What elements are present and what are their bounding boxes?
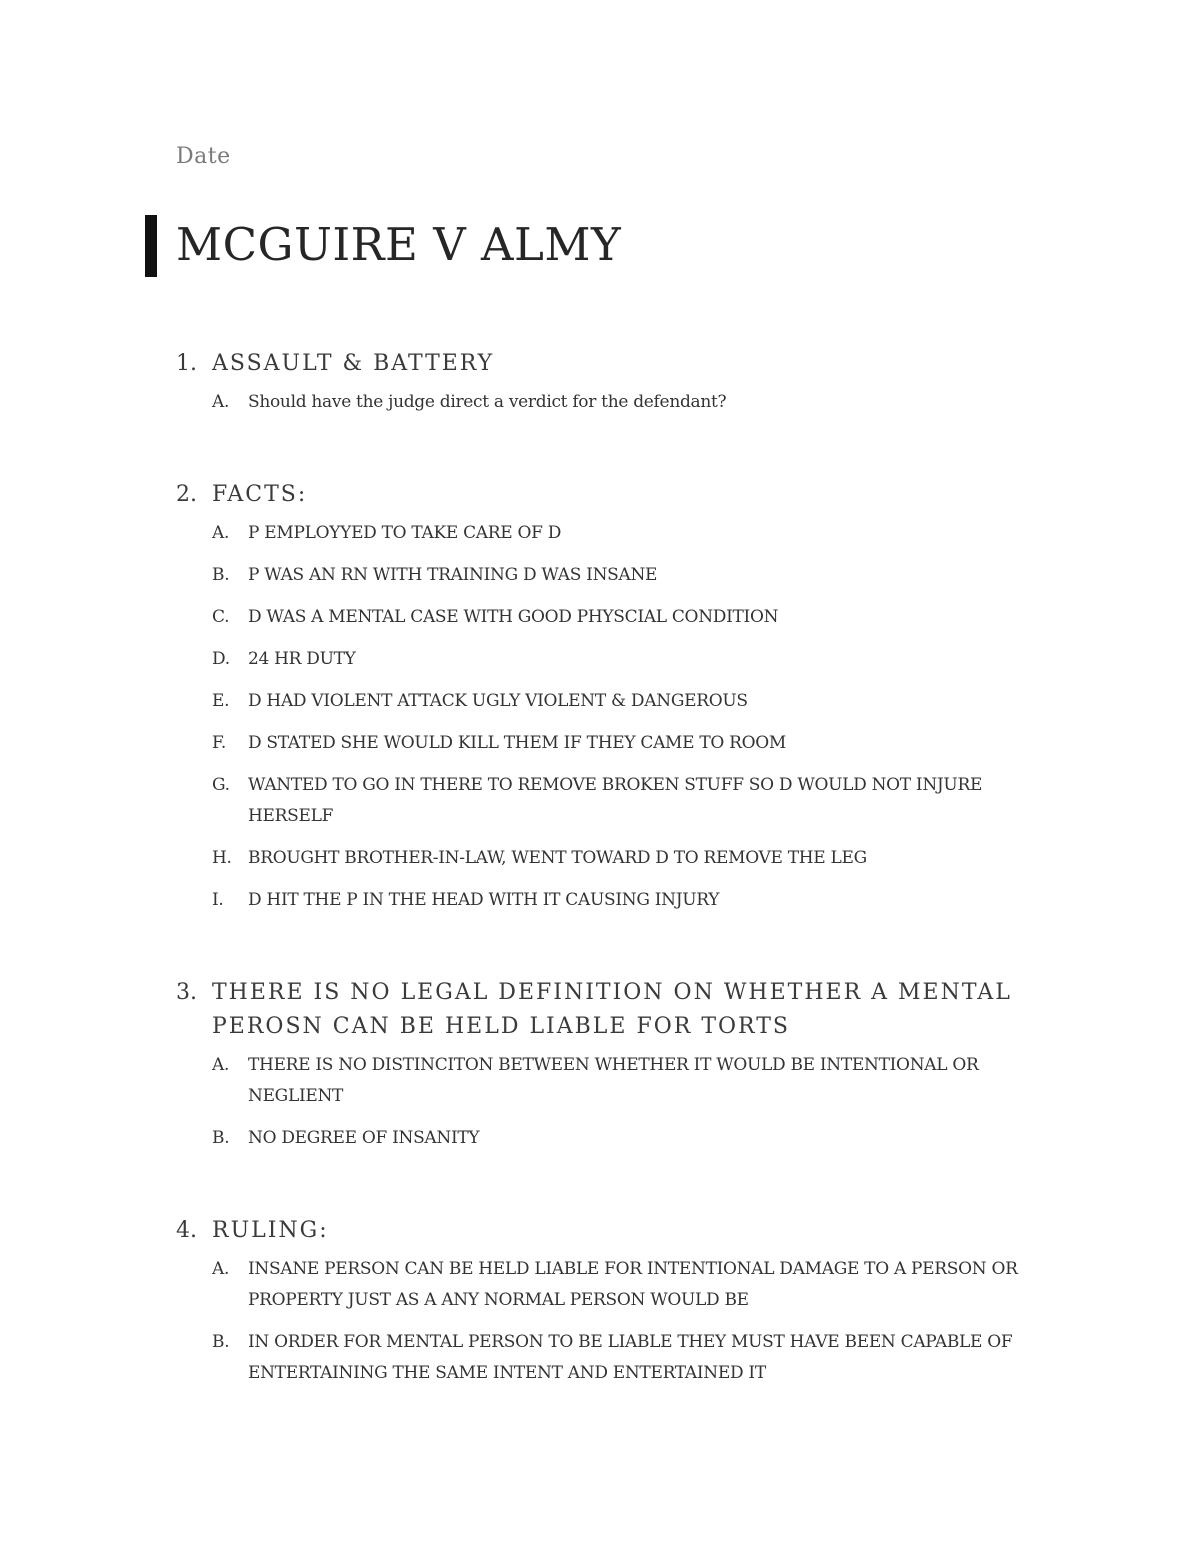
list-item — [176, 885, 1036, 916]
section-heading — [176, 347, 1036, 381]
item-letter: B. — [212, 1128, 230, 1148]
list-item — [176, 518, 1036, 549]
section-items — [176, 1254, 1036, 1389]
item-letter: I. — [212, 890, 224, 910]
title-accent-bar — [145, 215, 157, 277]
list-item — [176, 1327, 1036, 1389]
item-letter: B. — [212, 1332, 230, 1352]
section-title: RULING: — [212, 1218, 329, 1243]
item-text: INSANE PERSON CAN BE HELD LIABLE FOR INTENTIONAL DAMAGE TO A PERSON OR PROPERTY JUST AS A ANY NORMAL PERSON WOULD BE — [248, 1259, 1018, 1310]
section-heading — [176, 478, 1036, 512]
date-placeholder: Date — [176, 144, 231, 169]
section-title: ASSAULT & BATTERY — [212, 351, 495, 376]
item-letter: H. — [212, 848, 232, 868]
section-2 — [176, 478, 1036, 927]
list-item — [176, 1123, 1036, 1154]
item-letter: G. — [212, 775, 230, 795]
section-number: 4. — [176, 1218, 197, 1243]
list-item — [176, 1050, 1036, 1112]
section-title: THERE IS NO LEGAL DEFINITION ON WHETHER A MENTAL PEROSN CAN BE HELD LIABLE FOR TORTS — [212, 980, 1012, 1039]
item-text: D HIT THE P IN THE HEAD WITH IT CAUSING INJURY — [248, 890, 720, 910]
item-text: D STATED SHE WOULD KILL THEM IF THEY CAME TO ROOM — [248, 733, 787, 753]
item-letter: E. — [212, 691, 230, 711]
item-text: D WAS A MENTAL CASE WITH GOOD PHYSCIAL CONDITION — [248, 607, 779, 627]
list-item — [176, 602, 1036, 633]
list-item — [176, 387, 1036, 418]
item-letter: F. — [212, 733, 226, 753]
item-letter: A. — [212, 1259, 230, 1279]
item-text: IN ORDER FOR MENTAL PERSON TO BE LIABLE THEY MUST HAVE BEEN CAPABLE OF ENTERTAINING THE SAME INTENT AND ENTERTAINED IT — [248, 1332, 1013, 1383]
item-letter: D. — [212, 649, 230, 669]
list-item — [176, 728, 1036, 759]
list-item — [176, 1254, 1036, 1316]
section-items — [176, 518, 1036, 916]
list-item — [176, 686, 1036, 717]
item-letter: A. — [212, 392, 230, 412]
item-letter: A. — [212, 1055, 230, 1075]
item-letter: B. — [212, 565, 230, 585]
section-heading — [176, 1214, 1036, 1248]
item-text: P EMPLOYYED TO TAKE CARE OF D — [248, 523, 562, 543]
item-text: D HAD VIOLENT ATTACK UGLY VIOLENT & DANGEROUS — [248, 691, 748, 711]
section-4 — [176, 1214, 1036, 1400]
section-title: FACTS: — [212, 482, 308, 507]
section-3 — [176, 976, 1036, 1165]
section-number: 2. — [176, 482, 197, 507]
list-item — [176, 644, 1036, 675]
page-title: MCGUIRE V ALMY — [176, 218, 622, 271]
section-items — [176, 387, 1036, 418]
item-text: WANTED TO GO IN THERE TO REMOVE BROKEN STUFF SO D WOULD NOT INJURE HERSELF — [248, 775, 983, 826]
item-letter: A. — [212, 523, 230, 543]
item-text: Should have the judge direct a verdict for the defendant? — [248, 392, 727, 412]
list-item — [176, 560, 1036, 591]
section-number: 1. — [176, 351, 197, 376]
section-heading — [176, 976, 1036, 1044]
item-text: BROUGHT BROTHER-IN-LAW, WENT TOWARD D TO REMOVE THE LEG — [248, 848, 867, 868]
list-item — [176, 843, 1036, 874]
item-letter: C. — [212, 607, 230, 627]
section-1 — [176, 347, 1036, 429]
item-text: NO DEGREE OF INSANITY — [248, 1128, 480, 1148]
item-text: P WAS AN RN WITH TRAINING D WAS INSANE — [248, 565, 658, 585]
section-number: 3. — [176, 980, 197, 1005]
list-item — [176, 770, 1036, 832]
section-items — [176, 1050, 1036, 1154]
item-text: THERE IS NO DISTINCITON BETWEEN WHETHER IT WOULD BE INTENTIONAL OR NEGLIENT — [248, 1055, 979, 1106]
item-text: 24 HR DUTY — [248, 649, 356, 669]
